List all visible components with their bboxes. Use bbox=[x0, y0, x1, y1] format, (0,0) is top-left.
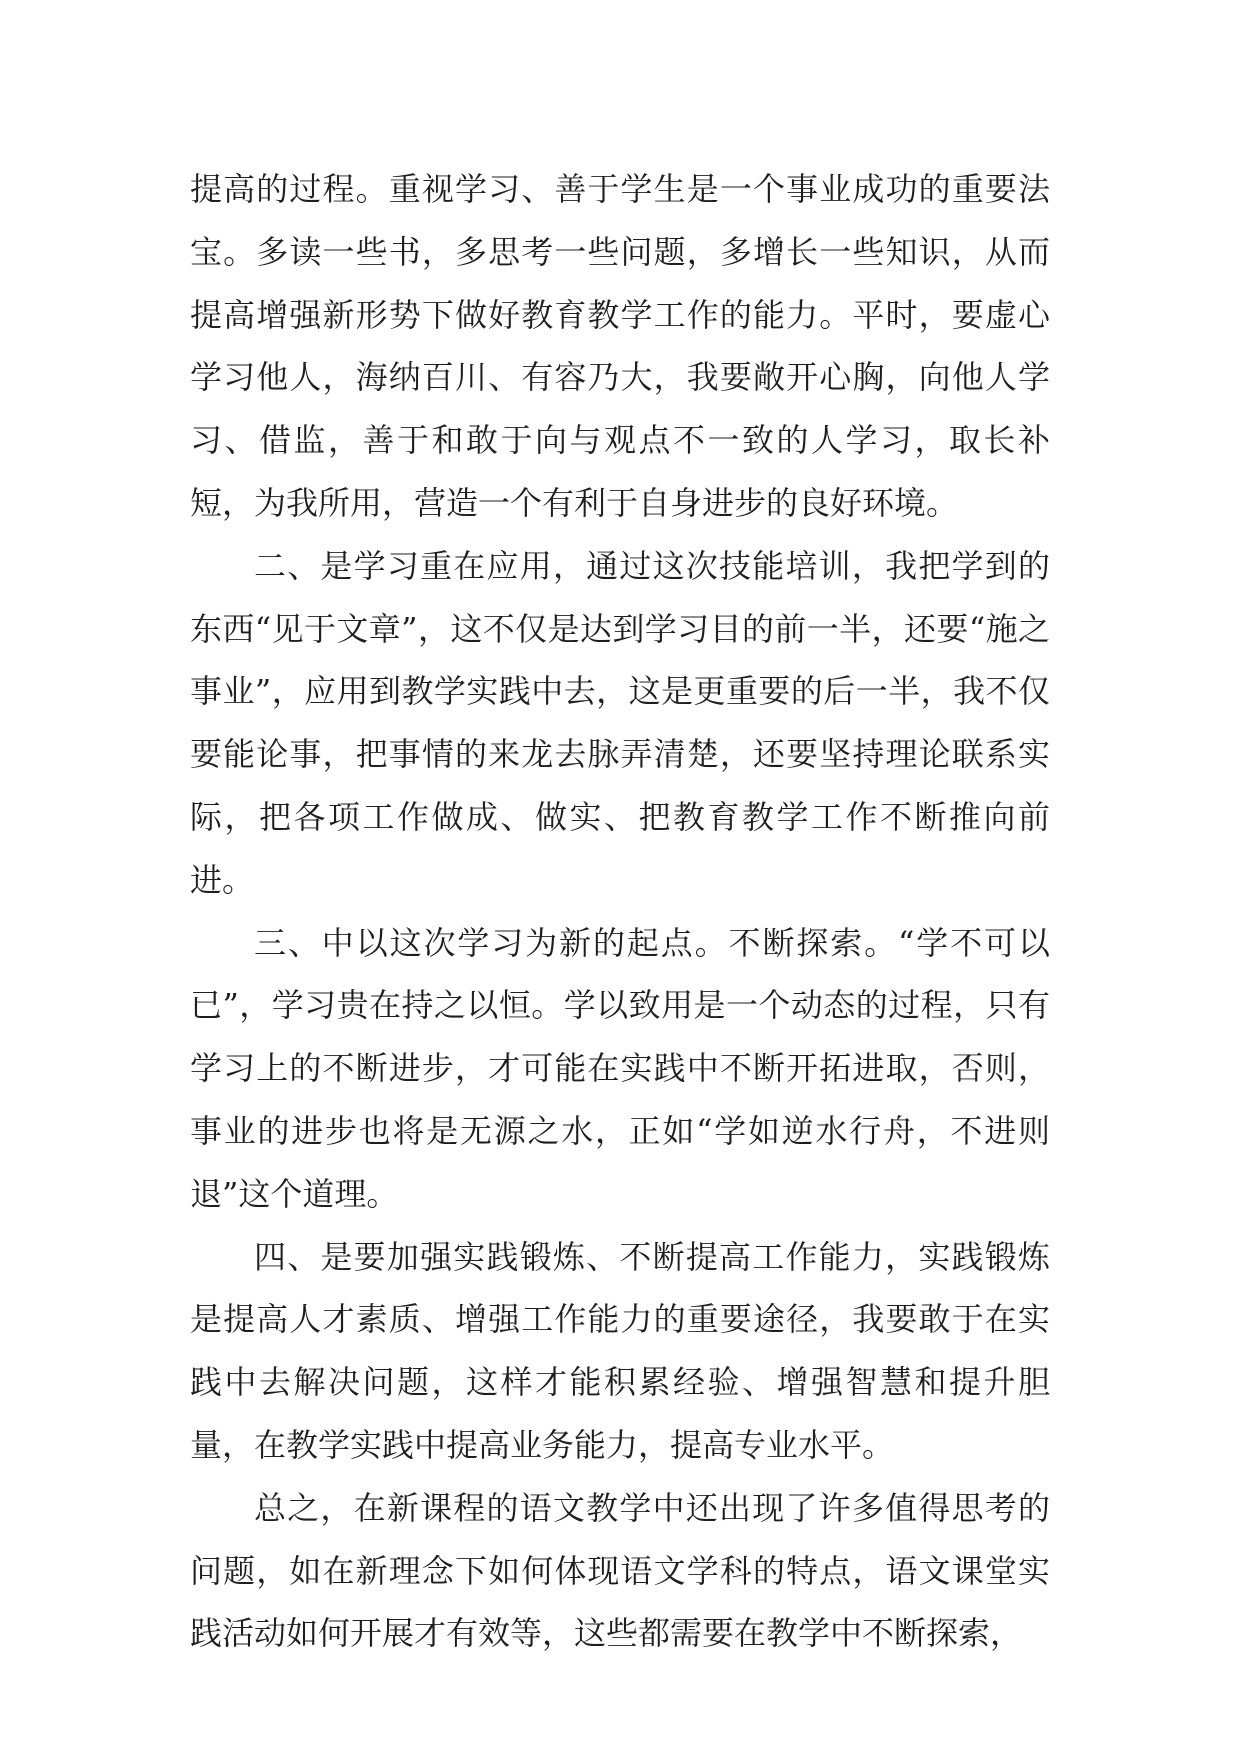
paragraph-summary: 总之，在新课程的语文教学中还出现了许多值得思考的问题，如在新理念下如何体现语文学科的特点，语文课堂实践活动如何开展才有效等，这些都需要在教学中不断探索， bbox=[190, 1488, 1050, 1653]
document-body bbox=[190, 158, 1050, 1665]
paragraph-point-four: 四、是要加强实践锻炼、不断提高工作能力，实践锻炼是提高人才素质、增强工作能力的重要途径，我要敢于在实践中去解决问题，这样才能积累经验、增强智慧和提升胆量，在教学实践中提高业务能力，提高专业水平。 bbox=[190, 1237, 1050, 1464]
paragraph-point-two: 二、是学习重在应用，通过这次技能培训，我把学到的东西“见于文章”，这不仅是达到学习目的前一半，还要“施之事业”，应用到教学实践中去，这是更重要的后一半，我不仅要能论事，把事情的来龙去脉弄清楚，还要坚持理论联系实际，把各项工作做成、做实、把教育教学工作不断推向前进。 bbox=[190, 546, 1050, 899]
paragraph-point-three: 三、中以这次学习为新的起点。不断探索。“学不可以已”，学习贵在持之以恒。学以致用是一个动态的过程，只有学习上的不断进步，才可能在实践中不断开拓进取，否则，事业的进步也将是无源之水，正如“学如逆水行舟，不进则退”这个道理。 bbox=[190, 923, 1050, 1213]
paragraph-continuation: 提高的过程。重视学习、善于学生是一个事业成功的重要法宝。多读一些书，多思考一些问题，多增长一些知识，从而提高增强新形势下做好教育教学工作的能力。平时，要虚心学习他人，海纳百川、有容乃大，我要敞开心胸，向他人学习、借监，善于和敢于向与观点不一致的人学习，取长补短，为我所用，营造一个有利于自身进步的良好环境。 bbox=[190, 170, 1050, 522]
